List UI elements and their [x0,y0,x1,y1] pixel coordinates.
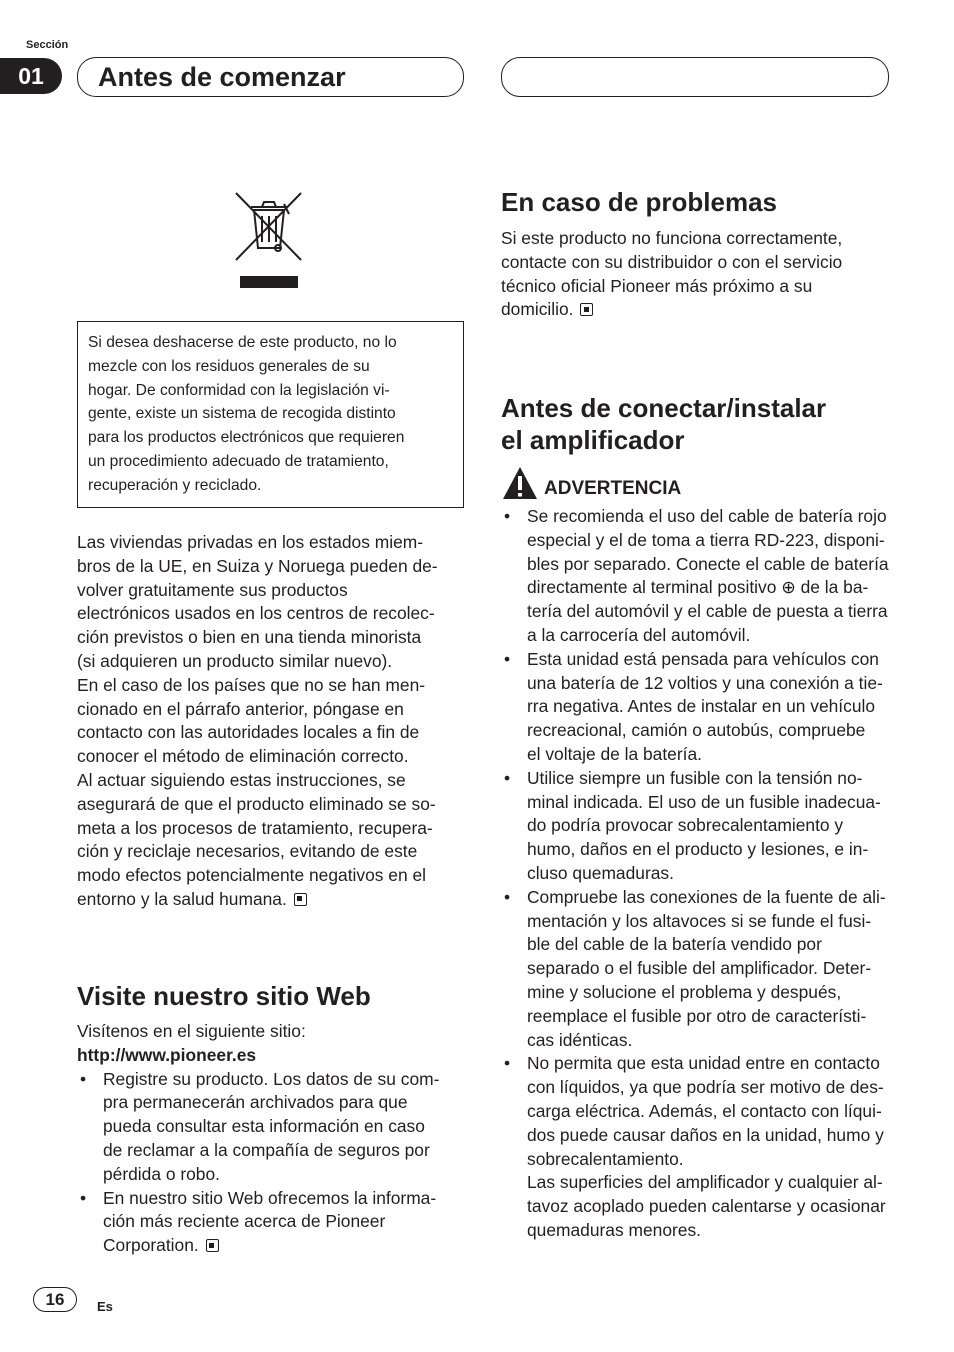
end-of-section-icon [206,1239,219,1252]
warning-header [502,466,681,500]
list-item [501,648,901,767]
list-item-line: reemplace el fusible por otro de característi- [527,1005,867,1026]
list-item-line: tavoz acoplado pueden calentarse y ocasionar [527,1196,886,1217]
website-section-body [77,1020,467,1258]
paragraph-line: cionado en el párrafo anterior, póngase en [77,698,404,719]
list-item [501,886,901,1053]
paragraph-line: contacte con su distribuidor o con el servicio [501,251,843,272]
paragraph-line: contacto con las autoridades locales a fin de [77,722,420,743]
list-item-line: • Compruebe las conexiones de la fuente de ali- [527,886,886,907]
disposal-paragraph [77,531,467,912]
paragraph-line: modo efectos potencialmente negativos en el [77,865,427,886]
list-item-line [103,1234,467,1258]
list-item-line: con líquidos, ya que podría ser motivo de des- [527,1077,884,1098]
notice-line: Si desea deshacerse de este producto, no lo [88,334,397,351]
list-item-line: directamente al terminal positivo ⊕ de la ba- [527,577,869,598]
list-item [501,1052,901,1242]
list-item-line: ble del cable de la batería vendido por [527,934,822,955]
list-item-line: separado o el fusible del amplificador. Deter- [527,958,872,979]
list-item-line: dos puede causar daños en la unidad, humo y [527,1124,884,1145]
notice-line: para los productos electrónicos que requieren [88,429,405,447]
language-code: Es [97,1299,113,1314]
list-item-line: pueda consultar esta información en caso [103,1116,425,1137]
notice-line: un procedimiento adecuado de tratamiento, [88,452,389,470]
list-item [501,767,901,886]
amplifier-heading-line: el amplificador [501,425,685,455]
list-item-line: • Se recomienda el uso del cable de batería rojo [527,506,887,526]
list-item-line: minal indicada. El uso de un fusible inadecua- [527,791,881,812]
paragraph-line: volver gratuitamente sus productos [77,579,348,600]
notice-line: gente, existe un sistema de recogida distinto [88,405,396,423]
list-item-line: ción más reciente acerca de Pioneer [103,1211,386,1232]
list-item-line: mentación y los altavoces si se funde el fusi- [527,910,872,931]
paragraph-line: ción previstos o bien en una tienda minorista [77,627,422,648]
list-item-line: especial y el de toma a tierra RD-223, disponi- [527,529,885,550]
paragraph-line: bros de la UE, en Suiza y Noruega pueden de- [77,555,438,576]
paragraph-line: Las viviendas privadas en los estados miem- [77,532,424,552]
list-item-line: Las superficies del amplificador y cualquier al- [527,1172,883,1193]
list-item-line: una batería de 12 voltios y una conexión a tie- [527,672,883,693]
end-of-section-icon [580,303,593,316]
right-header-frame [501,57,889,97]
list-item-line: tería del automóvil y el cable de puesta a tierra [527,601,888,622]
paragraph-line: ción y reciclaje necesarios, evitando de este [77,841,418,862]
list-item-line: cluso quemaduras. [527,862,674,883]
list-item [77,1187,467,1258]
warning-label: ADVERTENCIA [544,478,682,499]
section-label: Sección [26,39,69,51]
amplifier-heading-line: Antes de conectar/instalar [501,393,827,423]
website-heading: Visite nuestro sitio Web [77,981,371,1011]
list-item-line: pérdida o robo. [103,1163,220,1184]
notice-line: hogar. De conformidad con la legislación vi- [88,381,390,399]
paragraph-line-text: domicilio. [501,299,574,320]
list-item-line: • En nuestro sitio Web ofrecemos la informa- [103,1187,437,1208]
list-item-line: mine y solucione el problema y después, [527,981,842,1002]
notice-line: recuperación y reciclado. [88,476,262,494]
list-item-line: • No permita que esta unidad entre en contacto [527,1053,880,1074]
list-item-line: carga eléctrica. Además, el contacto con líqui- [527,1100,882,1121]
list-item-line: cas idénticas. [527,1029,633,1050]
list-item-line: sobrecalentamiento. [527,1148,684,1169]
paragraph-line: técnico oficial Pioneer más próximo a su [501,275,813,296]
paragraph-line: meta a los procesos de tratamiento, recupera- [77,817,433,838]
warning-triangle-icon [502,466,538,500]
list-item-line: do podría provocar sobrecalentamiento y [527,815,844,836]
paragraph-line: Si este producto no funciona correctamente, [501,228,843,248]
list-item-line: rra negativa. Antes de instalar en un vehículo [527,696,876,717]
end-of-section-icon [294,893,307,906]
list-item-line: a la carrocería del automóvil. [527,624,751,645]
amplifier-warning-list [501,505,901,1243]
list-item-line: el voltaje de la batería. [527,743,702,764]
paragraph-line: Al actuar siguiendo estas instrucciones, se [77,769,406,790]
crossed-out-wheelie-bin-icon [234,190,304,290]
paragraph-line: (si adquieren un producto similar nuevo). [77,650,393,671]
section-number-badge: 01 [0,58,62,94]
disposal-notice-box [77,321,464,508]
list-item-line: • Utilice siempre un fusible con la tensión no- [527,767,863,788]
section-title: Antes de comenzar [98,62,346,92]
list-item [501,505,901,648]
list-item-line-text: Corporation. [103,1235,199,1256]
paragraph-line-text: entorno y la salud humana. [77,888,287,909]
list-item-line: • Registre su producto. Los datos de su com- [103,1068,440,1089]
paragraph-line: conocer el método de eliminación correcto. [77,746,409,767]
list-item-line: quemaduras menores. [527,1219,701,1240]
website-url-link[interactable]: http://www.pioneer.es [77,1044,257,1065]
paragraph-line: En el caso de los países que no se han men- [77,674,426,695]
paragraph-line [501,298,896,322]
problems-heading: En caso de problemas [501,187,777,217]
problems-paragraph [501,227,896,322]
list-item-line: recreacional, camión o autobús, compruebe [527,720,866,741]
notice-line: mezcle con los residuos generales de su [88,357,370,375]
amplifier-heading [501,392,826,456]
list-item-line: • Esta unidad está pensada para vehículos con [527,648,879,669]
paragraph-line: electrónicos usados en los centros de recolec- [77,603,435,624]
list-item-line: bles por separado. Conecte el cable de batería [527,553,889,574]
paragraph-line: asegurará de que el producto eliminado se so- [77,793,436,814]
warning-bullets [501,505,901,1243]
page-number: 16 [33,1287,77,1312]
paragraph-line [77,888,467,912]
website-intro: Visítenos en el siguiente sitio: [77,1021,306,1041]
list-item-line: pra permanecerán archivados para que [103,1092,408,1113]
list-item-line: de reclamar a la compañía de seguros por [103,1139,430,1160]
list-item [77,1068,467,1187]
list-item-line: humo, daños en el producto y lesiones, e in- [527,839,869,860]
website-bullets [77,1068,467,1258]
